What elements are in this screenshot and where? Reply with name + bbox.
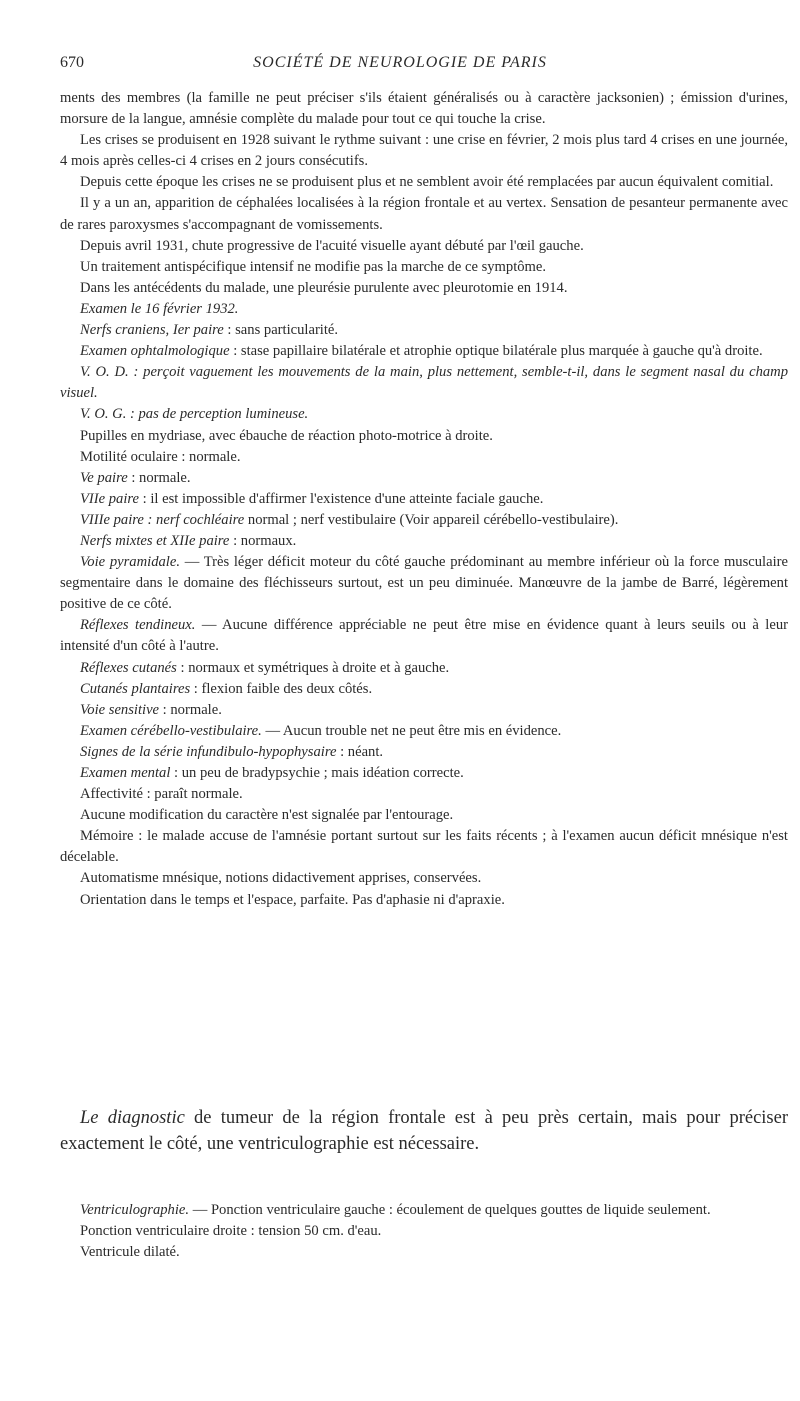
paragraph: [60, 868, 788, 889]
paragraph-text: Dans les antécédents du malade, une pleurésie purulente avec pleurotomie en 1914.: [80, 279, 568, 296]
paragraph-text: Depuis avril 1931, chute progressive de l'acuité visuelle ayant débuté par l'œil gauche.: [80, 237, 584, 254]
paragraph-text: de tumeur de la région frontale est à peu près certain, mais pour préciser exactement le côté, une ventriculographie est nécessaire.: [60, 1108, 788, 1154]
paragraph-text: : flexion faible des deux côtés.: [190, 680, 373, 697]
paragraph-italic: Voie pyramidale.: [80, 554, 180, 571]
paragraph-text: — Aucun trouble net ne peut être mis en évidence.: [261, 722, 562, 739]
paragraph-italic: Cutanés plantaires: [80, 680, 191, 697]
paragraph: [60, 489, 788, 510]
paragraph: [60, 341, 788, 362]
paragraph-text: Mémoire : le malade accuse de l'amnésie portant surtout sur les faits récents ; à l'examen aucun déficit mnésique n'est décelable.: [60, 828, 788, 866]
paragraph-italic: Examen mental: [80, 765, 171, 781]
paragraph-italic: V. O. D. : perçoit vaguement les mouvements de la main, plus nettement, semble-t-il, dans le segment nasal du champ visuel.: [60, 364, 788, 402]
paragraph-italic: VIIIe paire : nerf cochléaire: [80, 511, 245, 528]
paragraph: [60, 1242, 788, 1263]
paragraph-text: : sans particularité.: [223, 322, 339, 339]
paragraph-text: Motilité oculaire : normale.: [80, 448, 241, 465]
paragraph-text: : un peu de bradypsychie ; mais idéation correcte.: [170, 765, 464, 781]
paragraph: [60, 236, 788, 257]
paragraph: [60, 531, 788, 552]
paragraph-text: : stase papillaire bilatérale et atrophie optique bilatérale plus marquée à gauche qu'à droite.: [229, 343, 763, 360]
paragraph-italic: Ve paire: [80, 469, 128, 486]
paragraph: [60, 784, 788, 805]
paragraph: [60, 826, 788, 868]
paragraph-text: normal ; nerf vestibulaire (Voir appareil cérébello-vestibulaire).: [244, 511, 619, 528]
body-text: [60, 88, 788, 911]
paragraph-text: ments des membres (la famille ne peut préciser s'ils étaient généralisés ou à caractère jacksonien) ; émission d'urines, morsure de la langue, amnésie complète du malade pour tout ce qui touche la crise.: [60, 90, 788, 128]
paragraph-text: — Très léger déficit moteur du côté gauche prédominant au membre inférieur où la force musculaire segmentaire dans le domaine des fléchisseurs surtout, est un peu diminuée. Manœuvre de la jambe de Barré, légèrement positive de ce côté.: [60, 554, 788, 613]
paragraph-italic: VIIe paire: [80, 490, 140, 507]
paragraph: [60, 721, 788, 742]
paragraph-italic: Examen ophtalmologique: [80, 343, 230, 360]
paragraph-text: Il y a un an, apparition de céphalées localisées à la région frontale et au vertex. Sensation de pesanteur permanente avec de rares paroxysmes s'accompagnant de vomissements.: [60, 195, 788, 233]
paragraph: [60, 615, 788, 657]
paragraph: [60, 890, 788, 911]
paragraph: [60, 742, 788, 763]
paragraph: [60, 510, 788, 531]
paragraph: [60, 193, 788, 235]
paragraph: [60, 679, 788, 700]
paragraph: [60, 426, 788, 447]
paragraph-text: Les crises se produisent en 1928 suivant le rythme suivant : une crise en février, 2 mois plus tard 4 crises en une journée, 4 mois après celles-ci 4 crises en 2 jours consécutifs.: [60, 132, 788, 170]
paragraph: [60, 700, 788, 721]
paragraph-text: : normale.: [159, 701, 222, 718]
paragraph-italic: Examen cérébello-vestibulaire.: [80, 722, 262, 739]
diagnosis-paragraph: [60, 1105, 788, 1157]
paragraph: [60, 763, 788, 784]
paragraph: [60, 404, 788, 425]
paragraph: [60, 447, 788, 468]
paragraph-italic: V. O. G. : pas de perception lumineuse.: [80, 406, 309, 423]
paragraph-text: Aucune modification du caractère n'est signalée par l'entourage.: [80, 807, 454, 824]
paragraph-text: Orientation dans le temps et l'espace, parfaite. Pas d'aphasie ni d'apraxie.: [80, 891, 505, 908]
paragraph: [60, 278, 788, 299]
paragraph: [60, 468, 788, 489]
paragraph-italic: Voie sensitive: [80, 701, 160, 718]
paragraph-italic: Signes de la série infundibulo-hypophysaire: [80, 743, 337, 760]
paragraph: [60, 658, 788, 679]
paragraph: [60, 552, 788, 615]
paragraph: [60, 1105, 788, 1157]
paragraph-text: : normale.: [127, 469, 191, 486]
paragraph: [60, 257, 788, 278]
paragraph-text: : normaux.: [229, 532, 297, 549]
ventriculography-section: [60, 1200, 788, 1263]
paragraph: [60, 362, 788, 404]
running-head: SOCIÉTÉ DE NEUROLOGIE DE PARIS: [253, 54, 547, 71]
paragraph: [60, 130, 788, 172]
paragraph-italic: Réflexes cutanés: [80, 659, 177, 676]
paragraph-text: — Aucune différence appréciable ne peut être mise en évidence quant à leurs seuils ou à leur intensité d'un côté à l'autre.: [60, 617, 788, 655]
paragraph: [60, 1200, 788, 1221]
page-number: 670: [60, 54, 84, 71]
paragraph-text: Ventricule dilaté.: [80, 1244, 180, 1261]
paragraph: [60, 1221, 788, 1242]
paragraph-italic: Le diagnostic: [80, 1108, 185, 1128]
page-header: [60, 54, 740, 78]
paragraph: [60, 88, 788, 130]
paragraph-text: Automatisme mnésique, notions didactivement apprises, conservées.: [80, 870, 482, 887]
paragraph-italic: Ventriculographie.: [80, 1202, 190, 1218]
paragraph: [60, 320, 788, 341]
paragraph-text: Affectivité : paraît normale.: [80, 786, 243, 803]
paragraph-text: : néant.: [336, 743, 384, 760]
paragraph-italic: Nerfs craniens, Ier paire: [80, 322, 224, 339]
paragraph-text: Depuis cette époque les crises ne se produisent plus et ne semblent avoir été remplacées par aucun équivalent comitial.: [80, 174, 774, 191]
paragraph-text: : il est impossible d'affirmer l'existence d'une atteinte faciale gauche.: [139, 490, 544, 507]
paragraph: [60, 172, 788, 193]
paragraph-text: : normaux et symétriques à droite et à gauche.: [176, 659, 450, 676]
paragraph-italic: Réflexes tendineux.: [80, 617, 196, 634]
paragraph: [60, 805, 788, 826]
paragraph-text: — Ponction ventriculaire gauche : écoulement de quelques gouttes de liquide seulement.: [189, 1202, 711, 1218]
paragraph-text: Ponction ventriculaire droite : tension 50 cm. d'eau.: [80, 1223, 382, 1240]
paragraph-italic: Nerfs mixtes et XIIe paire: [80, 532, 230, 549]
paragraph: [60, 299, 788, 320]
paragraph-italic: Examen le 16 février 1932.: [80, 300, 239, 317]
paragraph-text: Pupilles en mydriase, avec ébauche de réaction photo-motrice à droite.: [80, 427, 493, 444]
paragraph-text: Un traitement antispécifique intensif ne modifie pas la marche de ce symptôme.: [80, 258, 547, 275]
